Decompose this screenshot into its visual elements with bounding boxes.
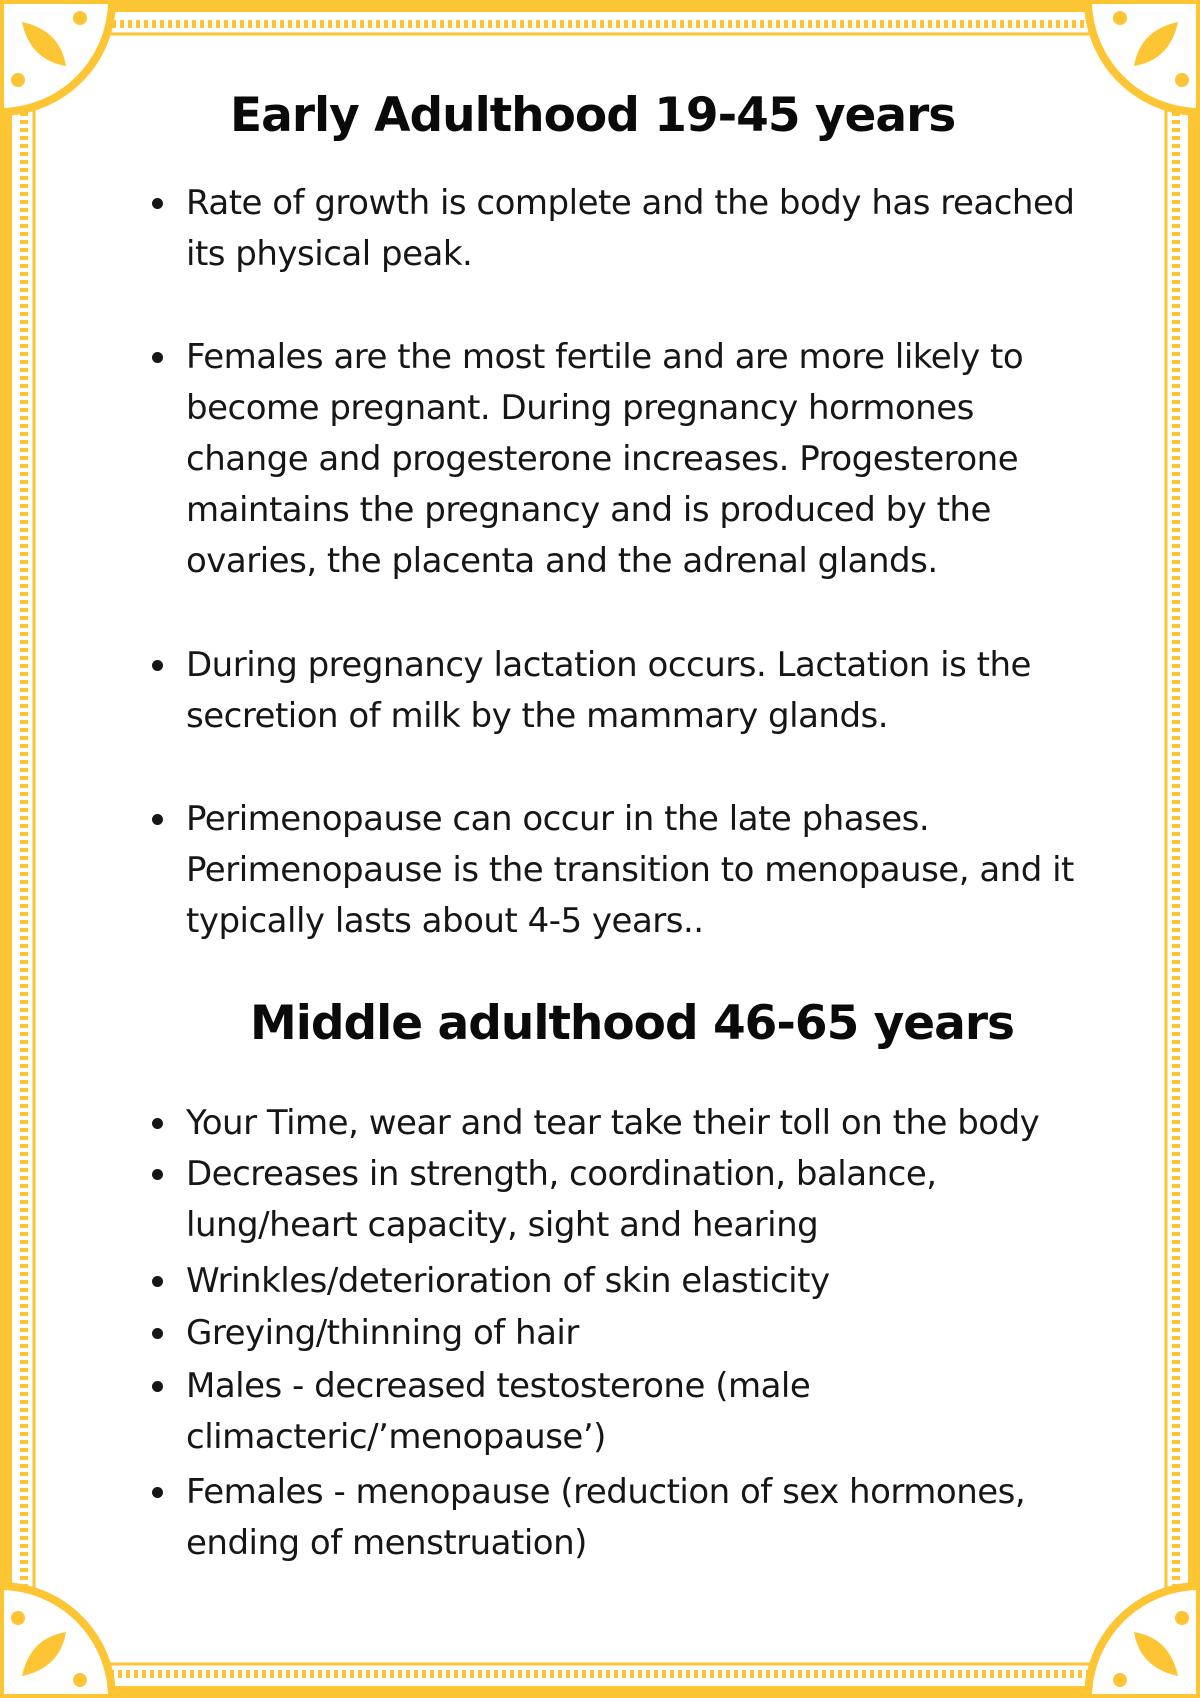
list-item-text: Rate of growth is complete and the body has reached its physical peak. [186,183,1075,274]
list-item [150,1098,1080,1149]
list-item [150,1256,1080,1307]
early-adulthood-heading: Early Adulthood 19-45 years [230,88,956,143]
bullet-icon [152,1169,163,1180]
list-item-text: Greying/thinning of hair [186,1313,579,1353]
bullet-icon [152,1487,163,1498]
list-item [150,178,1080,280]
list-item-text: During pregnancy lactation occurs. Lactation is the secretion of milk by the mammary glands. [186,645,1031,736]
middle-adulthood-heading: Middle adulthood 46-65 years [250,996,1015,1051]
list-item-text: Males - decreased testosterone (male climacteric/’menopause’) [186,1366,811,1457]
list-item [150,1361,1080,1463]
list-item-text: Your Time, wear and tear take their toll on the body [186,1103,1040,1143]
list-item [150,1149,1080,1251]
bullet-icon [152,1381,163,1392]
list-item-text: Wrinkles/deterioration of skin elasticity [186,1261,830,1301]
list-item-text: Perimenopause can occur in the late phases. Perimenopause is the transition to menopause, and it typically lasts about 4-5 years.. [186,799,1074,941]
list-item [150,332,1080,587]
bullet-icon [152,1276,163,1287]
list-item-text: Decreases in strength, coordination, balance, lung/heart capacity, sight and hearing [186,1154,937,1245]
list-item [150,1467,1080,1569]
bullet-icon [152,660,163,671]
list-item [150,794,1080,947]
list-item [150,1308,1080,1359]
list-item [150,640,1080,742]
bullet-icon [152,1328,163,1339]
bullet-icon [152,352,163,363]
bullet-icon [152,814,163,825]
bullet-icon [152,198,163,209]
list-item-text: Females are the most fertile and are more likely to become pregnant. During pregnancy hormones change and progesterone increases. Progesterone maintains the pregnancy and is produced by the ovaries, the placenta and the adrenal glands. [186,337,1024,581]
list-item-text: Females - menopause (reduction of sex hormones, ending of menstruation) [186,1472,1026,1563]
bullet-icon [152,1118,163,1129]
